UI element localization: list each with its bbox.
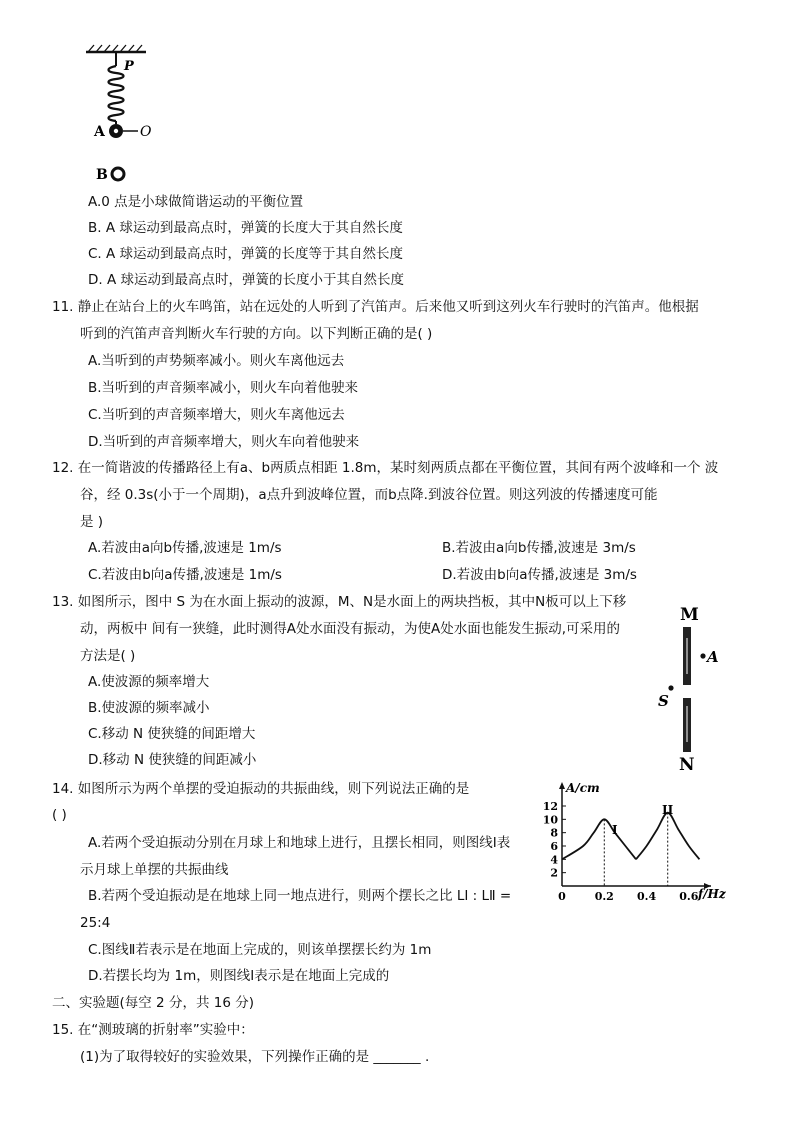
y-tick-label: 4 [550, 853, 558, 867]
q14-option-a-1: A.若两个受迫振动分别在月球上和地球上进行，且摆长相同，则图线Ⅰ表 [88, 835, 511, 851]
q14-stem-1: 14. 如图所示为两个单摆的受迫振动的共振曲线，则下列说法正确的是 [52, 781, 470, 797]
x-tick-label: 0.2 [594, 890, 614, 903]
q12-option-a: A.若波由a向b传播,波速是 1m/s [88, 540, 282, 556]
q15-stem: 15. 在“测玻璃的折射率”实验中： [52, 1022, 254, 1038]
curve-label-ii: II [662, 803, 674, 817]
q10-option-a: A.0 点是小球做简谐运动的平衡位置 [88, 194, 304, 210]
q14-option-a-2: 示月球上单摆的共振曲线 [80, 862, 229, 878]
x-tick-label: 0.6 [679, 890, 699, 903]
q13-stem-1: 13. 如图所示，图中 S 为在水面上振动的波源，M、N是水面上的两块挡板，其中N板可以上下移 [52, 594, 627, 610]
y-axis-label: A/cm [566, 781, 600, 795]
q14-option-b-1: B.若两个受迫振动是在地球上同一地点进行，则两个摆长之比 LⅠ : LⅡ = [88, 888, 512, 904]
q13-option-a: A.使波源的频率增大 [88, 674, 210, 690]
label-o: O [140, 124, 152, 140]
y-axis-arrow [559, 782, 565, 789]
y-tick-label: 6 [550, 840, 558, 853]
curve-series-2 [636, 813, 699, 860]
q12-stem-3: 是 ) [80, 514, 104, 530]
label-p: P [124, 59, 134, 74]
section-2-heading: 二、实验题(每空 2 分，共 16 分) [52, 995, 254, 1011]
chart-curves [562, 813, 699, 886]
chart-ticks [543, 800, 699, 903]
q13-option-c: C.移动 N 使狭缝的间距增大 [88, 726, 256, 742]
q12-option-b: B.若波由a向b传播,波速是 3m/s [442, 540, 636, 556]
q12-stem-2: 谷，经 0.3s(小于一个周期)，a点升到波峰位置，而b点降.到波谷位置。则这列波的传播速度可能 [80, 487, 658, 503]
resonance-chart [536, 776, 736, 906]
q12-stem-1: 12. 在一简谐波的传播路径上有a、b两质点相距 1.8m，某时刻两质点都在平衡位置，其间有两个波峰和一个 波 [52, 460, 719, 476]
q11-stem-1: 11. 静止在站台上的火车鸣笛，站在远处的人听到了汽笛声。后来他又听到这列火车行驶时的汽笛声。他根据 [52, 299, 699, 315]
spring-figure [78, 44, 168, 189]
q14-option-b-2: 25:4 [80, 915, 111, 931]
x-axis-label: f/Hz [698, 887, 726, 901]
q14-option-d: D.若摆长均为 1m，则图线Ⅰ表示是在地面上完成的 [88, 968, 390, 984]
q13-option-b: B.使波源的频率减小 [88, 700, 210, 716]
point-a [700, 653, 705, 658]
q14-option-c: C.图线Ⅱ若表示是在地面上完成的，则该单摆摆长约为 1m [88, 942, 432, 958]
slit-figure [650, 600, 730, 775]
q10-option-b: B. A 球运动到最高点时，弹簧的长度大于其自然长度 [88, 220, 403, 236]
q11-option-d: D.当听到的声音频率增大，则火车向着他驶来 [88, 434, 360, 450]
q13-stem-2: 动，两板中 间有一狭缝，此时测得A处水面没有振动，为使A处水面也能发生振动,可采用的 [80, 621, 621, 637]
ball-b [112, 168, 124, 180]
y-tick-label: 10 [542, 813, 558, 827]
label-s: S [658, 692, 669, 710]
q14-stem-2: ( ) [52, 807, 67, 823]
q13-stem-3: 方法是( ) [80, 648, 136, 664]
label-m: M [680, 605, 699, 625]
source-s [668, 685, 673, 690]
x-tick-label: 0 [558, 890, 566, 903]
q11-option-a: A.当听到的声势频率减小。则火车离他远去 [88, 353, 345, 369]
chart-axes [559, 782, 711, 889]
spring-coil [109, 66, 124, 121]
label-b: B [96, 167, 108, 183]
curve-series-1 [562, 819, 636, 859]
q10-option-c: C. A 球运动到最高点时，弹簧的长度等于其自然长度 [88, 246, 404, 262]
label-a-point: A [707, 648, 719, 666]
q11-option-b: B.当听到的声音频率减小，则火车向着他驶来 [88, 380, 359, 396]
y-tick-label: 12 [542, 800, 558, 813]
q15-sub-1: (1)为了取得较好的实验效果，下列操作正确的是 _______ . [80, 1049, 430, 1065]
q12-option-d: D.若波由b向a传播,波速是 3m/s [442, 567, 637, 583]
y-tick-label: 2 [550, 866, 558, 880]
curve-label-i: I [612, 823, 618, 837]
q10-option-d: D. A 球运动到最高点时，弹簧的长度小于其自然长度 [88, 272, 405, 288]
y-tick-label: 8 [550, 826, 558, 840]
label-a: A [94, 124, 105, 140]
q13-option-d: D.移动 N 使狭缝的间距减小 [88, 752, 257, 768]
q11-option-c: C.当听到的声音频率增大，则火车离他远去 [88, 407, 345, 423]
x-tick-label: 0.4 [637, 890, 657, 903]
label-n: N [679, 755, 695, 775]
q12-option-c: C.若波由b向a传播,波速是 1m/s [88, 567, 282, 583]
q11-stem-2: 听到的汽笛声音判断火车行驶的方向。以下判断正确的是( ) [80, 326, 433, 342]
